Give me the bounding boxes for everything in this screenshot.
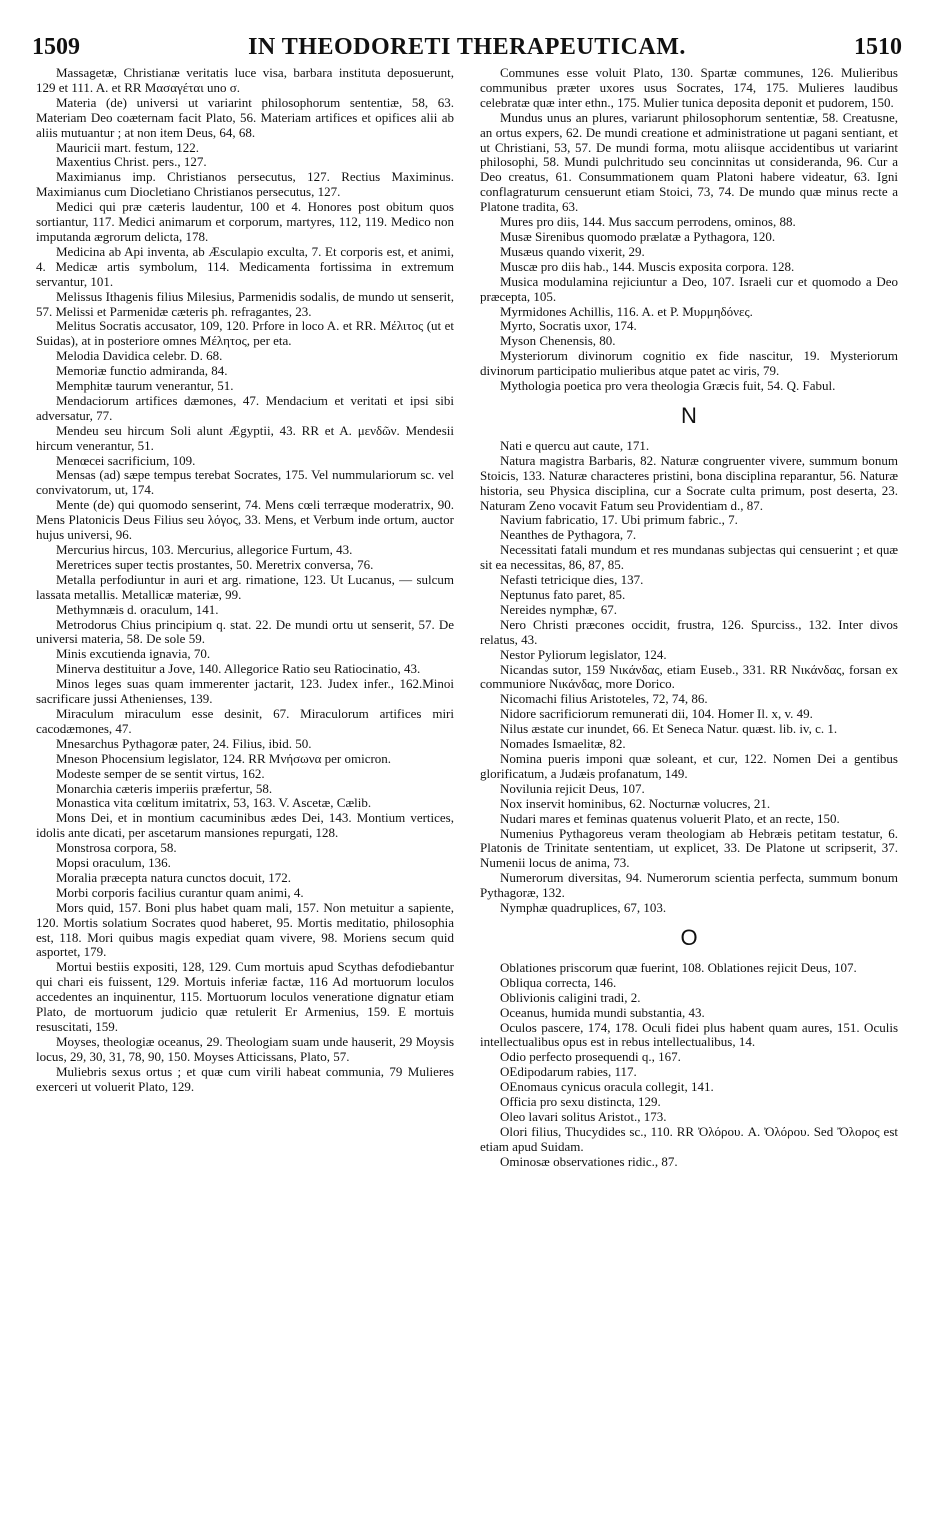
index-entry: Muliebris sexus ortus ; et quæ cum virili habeat communia, 79 Mulieres exerceri ut voluerit Plato, 129.	[36, 1063, 454, 1094]
index-entry: Nicomachi filius Aristoteles, 72, 74, 86.	[500, 691, 708, 707]
index-entry: Massagetæ, Christianæ veritatis luce visa, barbara instituta deposuerunt, 129 et 111. A. et RR Μασαγέται uno σ.	[36, 65, 454, 95]
index-entry: Melodia Davidica celebr. D. 68.	[56, 348, 223, 364]
index-entry: Minerva destituitur a Jove, 140. Allegorice Ratio seu Ratiocinatio, 43.	[56, 661, 421, 677]
index-entry: Mopsi oraculum, 136.	[56, 855, 171, 871]
page-header	[32, 34, 902, 64]
index-entry: Nidore sacrificiorum remunerati dii, 104. Homer Il. x, v. 49.	[500, 706, 813, 722]
index-entry: Olori filius, Thucydides sc., 110. RR Ὀλόρου. A. Ὀλόρου. Sed Ὄλορος est etiam apud Suidam.	[480, 1123, 898, 1154]
index-entry: Metalla perfodiuntur in auri et arg. rimatione, 123. Ut Lucanus, — sulcum lassata metallis. Metallicæ materiæ, 99.	[36, 571, 454, 602]
index-entry: Metrodorus Chius principium q. stat. 22. De mundi ortu ut senserit, 57. De universi materia, 58. De sole 59.	[36, 616, 454, 647]
index-entry: Maximianus imp. Christianos persecutus, 127. Rectius Maximinus. Maximianus cum Diocletiano Christianos persecutus, 127.	[36, 169, 454, 200]
index-entry: Communes esse voluit Plato, 130. Spartæ communes, 126. Mulieribus communibus præter uxores usus Socrates, 174, 175. Mulieres laudibus celebratæ quæ inter ethn., 175. Mulier tunica deposita deponit et pudorem, 150.	[480, 65, 898, 110]
index-entry: Ominosæ observationes ridic., 87.	[500, 1153, 678, 1169]
index-entry: Nudari mares et feminas quatenus voluerit Plato, et an recte, 150.	[500, 810, 840, 826]
page-number-left: 1509	[32, 34, 80, 60]
index-entry: Mensas (ad) sæpe tempus terebat Socrates, 175. Vel nummulariorum sc. vel convivatorum, ut, 174.	[36, 467, 454, 498]
index-entry: Menœcei sacrificium, 109.	[56, 452, 196, 468]
index-entry: Oblationes priscorum quæ fuerint, 108. Oblationes rejicit Deus, 107.	[500, 959, 857, 975]
index-entry: Melissus Ithagenis filius Milesius, Parmenidis sodalis, de mundo ut senserit, 57. Melissi et Parmenidæ cæteris ph. refragantes, 23.	[36, 288, 454, 319]
index-entry: Mente (de) qui quomodo senserint, 74. Mens cœli terræque moderatrix, 90. Mens Platonicis Deus Filius seu λόγος, 33. Mens, et Verbum inde ortum, auctor hujus universi, 96.	[36, 497, 454, 543]
index-entry: Natura magistra Barbaris, 82. Naturæ congruenter vivere, summum bonum Stoicis, 133. Naturæ characteres pristini, bona disciplina reparantur, 56. Naturæ historia, seu Physica disciplina, cur a Socrate culta primum, post deserta, 23. Naturam Zeno vocavit Fatum seu Providentiam d., 87.	[480, 452, 898, 513]
index-entry: Mures pro diis, 144. Mus saccum perrodens, ominos, 88.	[500, 214, 796, 230]
index-entry: Myrto, Socratis uxor, 174.	[500, 318, 637, 334]
index-entry: Neanthes de Pythagora, 7.	[500, 527, 637, 543]
index-entry: Myson Chenensis, 80.	[500, 333, 616, 349]
index-entry: Oleo lavari solitus Aristot., 173.	[500, 1109, 667, 1124]
index-entry: Odio perfecto prosequendi q., 167.	[500, 1049, 681, 1065]
index-entry: Officia pro sexu distincta, 129.	[500, 1094, 661, 1110]
index-entry: Morbi corporis facilius curantur quam animi, 4.	[56, 884, 304, 900]
index-entry: Mendeu seu hircum Soli alunt Ægyptii, 43. RR et A. μενδῶν. Mendesii hircum venerantur, 51.	[36, 422, 454, 453]
index-entry: Nomades Ismaelitæ, 82.	[500, 736, 626, 752]
index-entry: Monastica vita cœlitum imitatrix, 53, 163. V. Ascetæ, Cælib.	[56, 795, 372, 811]
right-column	[480, 66, 898, 1170]
index-entry: Musica modulamina rejiciuntur a Deo, 107. Israeli cur et quomodo a Deo præcepta, 105.	[480, 273, 898, 304]
index-entry: Methymnæis d. oraculum, 141.	[56, 601, 219, 617]
index-entry: Nomina pueris imponi quæ soleant, et cur, 122. Nomen Dei a gentibus glorificatum, a Judæis profanatum, 149.	[480, 750, 898, 781]
index-entry: Meretrices super tectis prostantes, 50. Meretrix conversa, 76.	[56, 556, 374, 572]
index-entry: Nati e quercu aut caute, 171.	[500, 437, 650, 453]
left-column	[36, 66, 454, 1095]
index-entry: Neptunus fato paret, 85.	[500, 587, 626, 602]
index-entry: Memphitæ taurum venerantur, 51.	[56, 378, 234, 394]
index-entry: Nestor Pyliorum legislator, 124.	[500, 646, 667, 662]
index-entry: Melitus Socratis accusator, 109, 120. Prfore in loco A. et RR. Μέλιτος (ut et Suidas), at in posteriore omnes Μέλητος, per eta.	[36, 318, 454, 349]
index-entry: Nilus æstate cur inundet, 66. Et Seneca Natur. quæst. lib. iv, c. 1.	[500, 721, 838, 737]
index-entry: Nicandas sutor, 159 Νικάνδας, etiam Euseb., 331. RR Νικάνδας, forsan ex communiore Νικάνδας, more Dorico.	[480, 661, 898, 692]
index-entry: Mons Dei, et in montium cacuminibus ædes Dei, 143. Montium vertices, idolis ante dicati, per ascetarum mansiones repurgati, 128.	[36, 810, 454, 841]
index-entry: Miraculum miraculum esse desinit, 67. Miraculorum artifices miri cacodæmones, 47.	[36, 705, 454, 736]
index-entry: Oculos pascere, 174, 178. Oculi fidei plus habent quam aures, 151. Oculis intellectualibus opus est in rebus intellectualibus, 14.	[480, 1019, 898, 1050]
index-entry: Numerorum diversitas, 94. Numerorum scientia perfecta, summum bonum Pythagoræ, 132.	[480, 870, 898, 901]
page-number-right: 1510	[854, 34, 902, 60]
index-entry: Musæ Sirenibus quomodo prælatæ a Pythagora, 120.	[500, 228, 776, 244]
index-entry: Medicina ab Api inventa, ab Æsculapio exculta, 7. Et corporis est, et animi, 4. Medicæ artis symbolum, 114. Medicamenta fortissima in extremum servantur, 101.	[36, 243, 454, 289]
index-entry: Moyses, theologiæ oceanus, 29. Theologiam suam unde hauserit, 29 Moysis locus, 29, 30, 31, 78, 90, 150. Moyses Atticissans, Plato, 57.	[36, 1033, 454, 1064]
section-letter: O	[680, 924, 698, 950]
index-entry: Mundus unus an plures, variarunt philosophorum sententiæ, 58. Creatusne, an ortus expers, 62. De mundi creatione et administratione ut pagani sentiant, et ut Christiani, 53, 57. De mundi forma, motu aliisque accidentibus ut variarint philosophi, 58. Mundi pulchritudo seu concinnitas ut consideranda, 96. Cur a Deo creatus, 61. Consummationem quam Platoni habere videatur, 63. Igni conflagraturum censuerunt etiam Stoici, 73, 74. De mundo quæ minus recte a Platone tradita, 63.	[480, 109, 898, 215]
index-entry: Necessitati fatali mundum et res mundanas subjectas qui censuerint ; et quæ sit ea necessitas, 86, 87, 85.	[480, 542, 898, 573]
index-entry: Mysteriorum divinorum cognitio ex fide nascitur, 19. Mysteriorum divinorum participatio mulieribus atque patet ac viris, 79.	[480, 348, 898, 379]
index-entry: Nero Christi præcones occidit, frustra, 126. Spurciss., 132. Inter divos relatus, 43.	[480, 616, 898, 647]
index-entry: Mythologia poetica pro vera theologia Græcis fuit, 54. Q. Fabul.	[500, 378, 836, 394]
index-entry: Mauricii mart. festum, 122.	[56, 139, 199, 155]
index-entry: Mercurius hircus, 103. Mercurius, allegorice Furtum, 43.	[56, 542, 353, 557]
index-entry: OEdipodarum rabies, 117.	[500, 1064, 637, 1080]
index-entry: Minis excutienda ignavia, 70.	[56, 646, 211, 662]
index-entry: Novilunia rejicit Deus, 107.	[500, 780, 645, 796]
index-entry: Oblivionis caligini tradi, 2.	[500, 989, 641, 1005]
index-entry: Modeste semper de se sentit virtus, 162.	[56, 765, 265, 781]
index-entry: Mendaciorum artifices dæmones, 47. Mendacium et veritati et ipsi sibi adversatur, 77.	[36, 392, 454, 423]
index-entry: Nox inservit hominibus, 62. Nocturnæ volucres, 21.	[500, 795, 771, 811]
index-entry: Myrmidones Achillis, 116. A. et P. Μυρμηδόνες.	[500, 303, 753, 319]
running-title: IN THEODORETI THERAPEUTICAM.	[248, 34, 686, 60]
index-entry: Nereides nymphæ, 67.	[500, 601, 617, 617]
index-entry: Monarchia cæteris imperiis præfertur, 58.	[56, 780, 273, 796]
index-entry: Nymphæ quadruplices, 67, 103.	[500, 900, 667, 916]
index-entry: Monstrosa corpora, 58.	[56, 840, 177, 856]
index-entry: Navium fabricatio, 17. Ubi primum fabric., 7.	[500, 512, 738, 528]
index-entry: Medici qui præ cæteris laudentur, 100 et 4. Honores post obitum quos sortiantur, 117. Medici animarum et corporum, martyres, 112, 119. Medico non imputanda ægrorum delicta, 178.	[36, 199, 454, 244]
index-entry: Obliqua correcta, 146.	[500, 974, 617, 990]
index-entry: Memoriæ functio admiranda, 84.	[56, 363, 228, 379]
index-entry: Numenius Pythagoreus veram theologiam ab Hebræis petitam testatur, 6. Platonis de Trinitate sententiam, ut explicet, 33. De Platone ut scripserit, 37. Numenii locus de anima, 73.	[480, 825, 898, 871]
index-entry: Oceanus, humida mundi substantia, 43.	[500, 1004, 705, 1020]
section-letter: N	[681, 402, 697, 428]
index-entry: Materia (de) universi ut variarint philosophorum sententiæ, 58, 63. Materiam Deo coæternam facit Plato, 56. Materiam artifices et opifices alii ab aliis mutuantur ; at non item Deus, 64, 68.	[36, 94, 454, 140]
index-entry: Minos leges suas quam immerenter jactarit, 123. Judex infer., 162.Minoi sacrificare jussi Athenienses, 139.	[36, 676, 454, 707]
index-entry: OEnomaus cynicus oracula collegit, 141.	[500, 1079, 714, 1095]
index-entry: Moralia præcepta natura cunctos docuit, 172.	[56, 869, 292, 885]
index-entry: Maxentius Christ. pers., 127.	[56, 154, 207, 170]
index-entry: Mortui bestiis expositi, 128, 129. Cum mortuis apud Scythas defodiebantur qui chari eis fuissent, 129. Mortuis inferiæ factæ, 116 Ad mortuorum loculos accedentes an inquinentur, 115. Mortuorum loculos veneratione dignatur etiam Plato, de mortuorum judicio quæ retulerit Er Armenius, 159. E mortuis resuscitati, 159.	[36, 959, 454, 1034]
index-entry: Musæus quando vixerit, 29.	[500, 243, 645, 259]
index-entry: Muscæ pro diis hab., 144. Muscis exposita corpora. 128.	[500, 258, 795, 274]
index-entry: Mors quid, 157. Boni plus habet quam mali, 157. Non metuitur a sapiente, 120. Mortis solatium Socrates quod haberet, 95. Mortis meditatio, philosophia est, 118. Mori quibus magis expediat quam vivere, 98. Moriens secum quid asportet, 179.	[36, 899, 454, 960]
index-entry: Nefasti tetricique dies, 137.	[500, 572, 644, 588]
index-entry: Mnesarchus Pythagoræ pater, 24. Filius, ibid. 50.	[56, 735, 312, 751]
index-entry: Mneson Phocensium legislator, 124. RR Μνήσωνα per omicron.	[56, 750, 392, 766]
